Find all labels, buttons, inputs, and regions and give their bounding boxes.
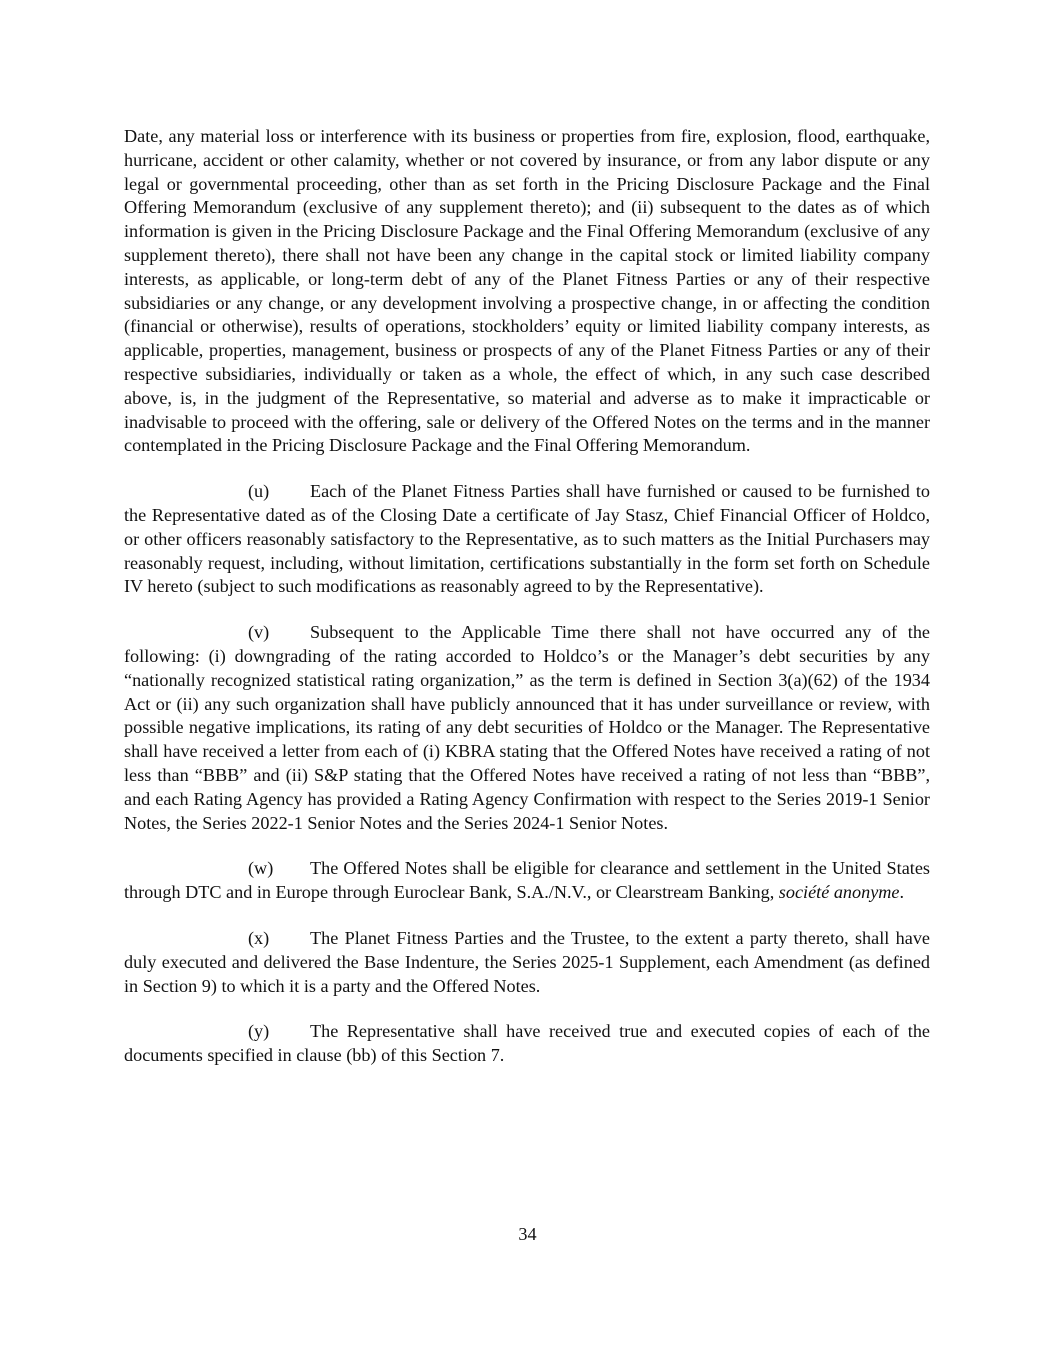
continuation-paragraph: Date, any material loss or interference with its business or properties from fire, explosion, flood, earthquake, hurricane, accident or other calamity, whether or not covered by insurance, or from any labor dispute or any legal or governmental proceeding, other than as set forth in the Pricing Disclosure Package and the Final Offering Memorandum (exclusive of any supplement thereto); and (ii) subsequent to the dates as of which information is given in the Pricing Disclosure Package and the Final Offering Memorandum (exclusive of any supplement thereto), there shall not have been any change in the capital stock or limited liability company interests, as applicable, or long-term debt of any of the Planet Fitness Parties or any of their respective subsidiaries or any change, or any development involving a prospective change, in or affecting the condition (financial or otherwise), results of operations, stockholders’ equity or limited liability company interests, as applicable, properties, management, business or prospects of any of the Planet Fitness Parties or any of their respective subsidiaries, individually or taken as a whole, the effect of which, in any such case described above, is, in the judgment of the Representative, so material and adverse as to make it impracticable or inadvisable to proceed with the offering, sale or delivery of the Offered Notes on the terms and in the manner contemplated in the Pricing Disclosure Package and the Final Offering Memorandum.: [124, 126, 930, 456]
clause-marker: (v): [248, 622, 270, 643]
clause-italic-text: société anonyme: [778, 882, 900, 903]
clause-text: The Representative shall have received true and executed copies of each of the documents specified in clause (bb) of this Section 7.: [124, 1021, 930, 1066]
clause-y: [124, 1020, 930, 1068]
clause-text: The Offered Notes shall be eligible for clearance and settlement in the United States through DTC and in Europe through Euroclear Bank, S.A./N.V., or Clearstream Banking,: [124, 858, 930, 903]
clause-text: Each of the Planet Fitness Parties shall have furnished or caused to be furnished to the Representative dated as of the Closing Date a certificate of Jay Stasz, Chief Financial Officer of Holdco, or other officers reasonably satisfactory to the Representative, as to such matters as the Initial Purchasers may reasonably request, including, without limitation, certifications substantially in the form set forth on Schedule IV hereto (subject to such modifications as reasonably agreed to by the Representative).: [124, 481, 930, 597]
clause-w: [124, 857, 930, 905]
clause-u: [124, 480, 930, 599]
clause-tail: .: [899, 882, 905, 903]
clause-text: Subsequent to the Applicable Time there shall not have occurred any of the following: (i) downgrading of the rating accorded to Holdco’s or the Manager’s debt securities by any “nationally recognized statistical rating organization,” as the term is defined in Section 3(a)(62) of the 1934 Act or (ii) any such organization shall have publicly announced that it has under surveillance or review, with possible negative implications, its rating of any debt securities of Holdco or the Manager. The Representative shall have received a letter from each of (i) KBRA stating that the Offered Notes have received a rating of not less than “BBB” and (ii) S&P stating that the Offered Notes have received a rating of not less than “BBB”, and each Rating Agency has provided a Rating Agency Confirmation with respect to the Series 2019-1 Senior Notes, the Series 2022-1 Senior Notes and the Series 2024-1 Senior Notes.: [124, 622, 930, 833]
clause-text: The Planet Fitness Parties and the Trustee, to the extent a party thereto, shall have duly executed and delivered the Base Indenture, the Series 2025-1 Supplement, each Amendment (as defined in Section 9) to which it is a party and the Offered Notes.: [124, 927, 930, 996]
clause-x: [124, 927, 930, 998]
page-number: 34: [518, 1224, 537, 1244]
clause-v: [124, 621, 930, 835]
clause-marker: (x): [248, 927, 270, 948]
clause-marker: (u): [248, 481, 270, 502]
clause-marker: (y): [248, 1021, 270, 1042]
document-body: [124, 125, 930, 1090]
clause-marker: (w): [248, 858, 274, 879]
